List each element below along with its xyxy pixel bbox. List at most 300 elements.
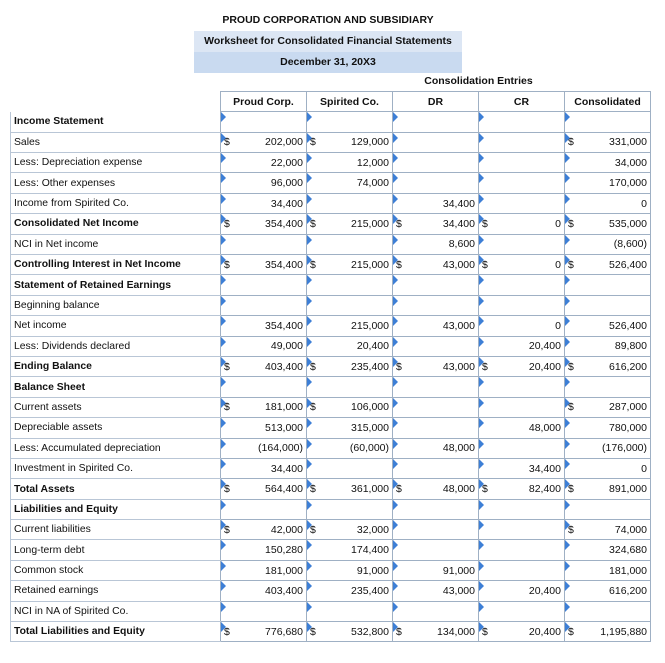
consolidated-amount-cell[interactable]: 170,000 bbox=[581, 173, 651, 193]
consolidated-amount-cell[interactable]: 89,800 bbox=[581, 336, 651, 356]
proud-currency[interactable] bbox=[221, 499, 237, 519]
spirited-currency[interactable] bbox=[307, 316, 323, 336]
dr-amount-cell[interactable] bbox=[409, 540, 479, 560]
dr-amount-cell[interactable] bbox=[409, 132, 479, 152]
spirited-amount-cell[interactable]: 106,000 bbox=[323, 397, 393, 417]
consolidated-currency[interactable] bbox=[565, 622, 581, 642]
cr-currency[interactable] bbox=[479, 479, 495, 499]
consolidated-currency[interactable] bbox=[565, 153, 581, 173]
consolidated-amount-cell[interactable]: 34,000 bbox=[581, 153, 651, 173]
dr-currency[interactable] bbox=[393, 499, 409, 519]
dr-currency[interactable] bbox=[393, 234, 409, 254]
proud-currency[interactable] bbox=[221, 132, 237, 152]
dr-currency[interactable] bbox=[393, 295, 409, 315]
spirited-amount-cell[interactable] bbox=[323, 377, 393, 397]
cell-marker-icon bbox=[307, 337, 312, 347]
proud-currency[interactable] bbox=[221, 540, 237, 560]
dr-amount-cell[interactable] bbox=[409, 112, 479, 132]
proud-currency[interactable] bbox=[221, 438, 237, 458]
consolidated-amount-cell[interactable]: 526,400 bbox=[581, 255, 651, 275]
proud-currency[interactable] bbox=[221, 560, 237, 580]
cr-amount-cell[interactable]: 0 bbox=[495, 255, 565, 275]
dr-currency[interactable] bbox=[393, 479, 409, 499]
cr-currency[interactable] bbox=[479, 581, 495, 601]
consolidated-amount-cell[interactable]: 891,000 bbox=[581, 479, 651, 499]
consolidated-currency[interactable] bbox=[565, 193, 581, 213]
cr-amount-cell[interactable] bbox=[495, 173, 565, 193]
cell-marker-icon bbox=[565, 500, 570, 510]
cr-currency[interactable] bbox=[479, 520, 495, 540]
dr-currency[interactable] bbox=[393, 458, 409, 478]
currency-symbol: $ bbox=[482, 217, 488, 230]
dr-currency[interactable] bbox=[393, 112, 409, 132]
dr-amount-cell[interactable]: 43,000 bbox=[409, 255, 479, 275]
cell-marker-icon bbox=[565, 194, 570, 204]
spirited-amount-cell[interactable] bbox=[323, 275, 393, 295]
spirited-currency[interactable] bbox=[307, 173, 323, 193]
cr-currency[interactable] bbox=[479, 275, 495, 295]
proud-currency[interactable] bbox=[221, 397, 237, 417]
dr-amount-cell[interactable] bbox=[409, 377, 479, 397]
proud-currency[interactable] bbox=[221, 173, 237, 193]
cr-amount-cell[interactable] bbox=[495, 132, 565, 152]
spirited-amount-cell[interactable] bbox=[323, 295, 393, 315]
cell-marker-icon bbox=[307, 561, 312, 571]
proud-amount-cell[interactable] bbox=[237, 499, 307, 519]
spirited-currency[interactable] bbox=[307, 336, 323, 356]
consolidated-currency[interactable] bbox=[565, 234, 581, 254]
spirited-currency[interactable] bbox=[307, 520, 323, 540]
proud-currency[interactable] bbox=[221, 622, 237, 642]
proud-currency[interactable] bbox=[221, 601, 237, 621]
consolidated-amount-cell[interactable]: 0 bbox=[581, 458, 651, 478]
consolidated-amount-cell[interactable]: 287,000 bbox=[581, 397, 651, 417]
spirited-amount-cell[interactable]: 215,000 bbox=[323, 214, 393, 234]
spirited-amount-cell[interactable]: 215,000 bbox=[323, 255, 393, 275]
consolidated-amount-cell[interactable]: 1,195,880 bbox=[581, 622, 651, 642]
currency-symbol: $ bbox=[224, 523, 230, 536]
dr-amount-cell[interactable]: 48,000 bbox=[409, 479, 479, 499]
spirited-amount-cell[interactable]: 129,000 bbox=[323, 132, 393, 152]
spirited-amount-cell[interactable]: 91,000 bbox=[323, 560, 393, 580]
cr-currency[interactable] bbox=[479, 255, 495, 275]
spirited-currency[interactable] bbox=[307, 193, 323, 213]
cr-currency[interactable] bbox=[479, 153, 495, 173]
dr-amount-cell[interactable] bbox=[409, 418, 479, 438]
cell-marker-icon bbox=[307, 235, 312, 245]
dr-amount-cell[interactable]: 43,000 bbox=[409, 581, 479, 601]
proud-amount-cell[interactable]: 34,400 bbox=[237, 458, 307, 478]
proud-amount-cell[interactable]: 181,000 bbox=[237, 397, 307, 417]
consolidated-amount-cell[interactable]: 780,000 bbox=[581, 418, 651, 438]
consolidated-currency[interactable] bbox=[565, 132, 581, 152]
proud-currency[interactable] bbox=[221, 153, 237, 173]
cell-marker-icon bbox=[221, 602, 226, 612]
proud-amount-cell[interactable]: 403,400 bbox=[237, 356, 307, 376]
consolidated-amount-cell[interactable]: 74,000 bbox=[581, 520, 651, 540]
spirited-currency[interactable] bbox=[307, 581, 323, 601]
proud-amount-cell[interactable]: 354,400 bbox=[237, 316, 307, 336]
consolidated-currency[interactable] bbox=[565, 479, 581, 499]
dr-amount-cell[interactable]: 43,000 bbox=[409, 356, 479, 376]
cr-amount-cell[interactable] bbox=[495, 275, 565, 295]
cr-amount-cell[interactable] bbox=[495, 560, 565, 580]
proud-currency[interactable] bbox=[221, 377, 237, 397]
currency-symbol: $ bbox=[224, 258, 230, 271]
consolidated-currency[interactable] bbox=[565, 295, 581, 315]
consolidated-currency[interactable] bbox=[565, 214, 581, 234]
consolidated-currency[interactable] bbox=[565, 458, 581, 478]
cr-amount-cell[interactable]: 48,000 bbox=[495, 418, 565, 438]
dr-amount-cell[interactable]: 91,000 bbox=[409, 560, 479, 580]
row-label: NCI in Net income bbox=[11, 234, 221, 254]
currency-symbol: $ bbox=[310, 625, 316, 638]
cr-amount-cell[interactable] bbox=[495, 540, 565, 560]
cr-amount-cell[interactable]: 20,400 bbox=[495, 356, 565, 376]
cr-currency[interactable] bbox=[479, 601, 495, 621]
dr-currency[interactable] bbox=[393, 397, 409, 417]
cr-amount-cell[interactable] bbox=[495, 438, 565, 458]
cr-amount-cell[interactable] bbox=[495, 601, 565, 621]
dr-currency[interactable] bbox=[393, 214, 409, 234]
cell-marker-icon bbox=[221, 500, 226, 510]
proud-currency[interactable] bbox=[221, 356, 237, 376]
consolidated-currency[interactable] bbox=[565, 499, 581, 519]
spirited-amount-cell[interactable]: 12,000 bbox=[323, 153, 393, 173]
cr-currency[interactable] bbox=[479, 112, 495, 132]
proud-currency[interactable] bbox=[221, 193, 237, 213]
proud-currency[interactable] bbox=[221, 112, 237, 132]
row-label: Common stock bbox=[11, 560, 221, 580]
cr-amount-cell[interactable]: 0 bbox=[495, 214, 565, 234]
cr-currency[interactable] bbox=[479, 438, 495, 458]
cr-amount-cell[interactable] bbox=[495, 153, 565, 173]
spirited-amount-cell[interactable]: 74,000 bbox=[323, 173, 393, 193]
cr-amount-cell[interactable] bbox=[495, 234, 565, 254]
proud-currency[interactable] bbox=[221, 275, 237, 295]
proud-amount-cell[interactable] bbox=[237, 112, 307, 132]
consolidated-currency[interactable] bbox=[565, 520, 581, 540]
spirited-currency[interactable] bbox=[307, 255, 323, 275]
row-label: Controlling Interest in Net Income bbox=[11, 255, 221, 275]
proud-currency[interactable] bbox=[221, 316, 237, 336]
spirited-amount-cell[interactable]: 174,400 bbox=[323, 540, 393, 560]
cr-currency[interactable] bbox=[479, 336, 495, 356]
dr-amount-cell[interactable]: 8,600 bbox=[409, 234, 479, 254]
dr-amount-cell[interactable] bbox=[409, 458, 479, 478]
dr-amount-cell[interactable]: 34,400 bbox=[409, 193, 479, 213]
proud-amount-cell[interactable] bbox=[237, 295, 307, 315]
spirited-amount-cell[interactable] bbox=[323, 601, 393, 621]
spirited-currency[interactable] bbox=[307, 153, 323, 173]
spirited-amount-cell[interactable] bbox=[323, 112, 393, 132]
cr-currency[interactable] bbox=[479, 458, 495, 478]
proud-amount-cell[interactable] bbox=[237, 601, 307, 621]
consolidated-amount-cell[interactable]: 535,000 bbox=[581, 214, 651, 234]
consolidated-amount-cell[interactable] bbox=[581, 295, 651, 315]
consolidated-amount-cell[interactable]: (176,000) bbox=[581, 438, 651, 458]
spirited-currency[interactable] bbox=[307, 214, 323, 234]
proud-currency[interactable] bbox=[221, 418, 237, 438]
proud-amount-cell[interactable]: 22,000 bbox=[237, 153, 307, 173]
proud-amount-cell[interactable]: 181,000 bbox=[237, 560, 307, 580]
spirited-currency[interactable] bbox=[307, 499, 323, 519]
dr-currency[interactable] bbox=[393, 153, 409, 173]
consolidated-amount-cell[interactable]: 331,000 bbox=[581, 132, 651, 152]
cr-amount-cell[interactable]: 20,400 bbox=[495, 622, 565, 642]
row-label: Income from Spirited Co. bbox=[11, 193, 221, 213]
proud-currency[interactable] bbox=[221, 234, 237, 254]
cr-currency[interactable] bbox=[479, 193, 495, 213]
consolidated-amount-cell[interactable] bbox=[581, 499, 651, 519]
cell-marker-icon bbox=[479, 214, 484, 224]
dr-currency[interactable] bbox=[393, 560, 409, 580]
dr-currency[interactable] bbox=[393, 255, 409, 275]
cr-currency[interactable] bbox=[479, 540, 495, 560]
currency-symbol: $ bbox=[396, 258, 402, 271]
dr-amount-cell[interactable]: 43,000 bbox=[409, 316, 479, 336]
worksheet-date: December 31, 20X3 bbox=[194, 52, 462, 73]
proud-amount-cell[interactable] bbox=[237, 234, 307, 254]
cell-marker-icon bbox=[393, 194, 398, 204]
spirited-amount-cell[interactable]: 315,000 bbox=[323, 418, 393, 438]
cell-marker-icon bbox=[307, 214, 312, 224]
dr-amount-cell[interactable]: 134,000 bbox=[409, 622, 479, 642]
cell-marker-icon bbox=[221, 357, 226, 367]
cr-currency[interactable] bbox=[479, 316, 495, 336]
spirited-currency[interactable] bbox=[307, 418, 323, 438]
spirited-amount-cell[interactable] bbox=[323, 193, 393, 213]
proud-amount-cell[interactable]: 513,000 bbox=[237, 418, 307, 438]
dr-amount-cell[interactable]: 34,400 bbox=[409, 214, 479, 234]
cr-amount-cell[interactable] bbox=[495, 397, 565, 417]
consolidated-currency[interactable] bbox=[565, 316, 581, 336]
cell-marker-icon bbox=[393, 622, 398, 632]
consolidated-currency[interactable] bbox=[565, 560, 581, 580]
cell-marker-icon bbox=[479, 500, 484, 510]
dr-amount-cell[interactable] bbox=[409, 520, 479, 540]
dr-currency[interactable] bbox=[393, 377, 409, 397]
dr-currency[interactable] bbox=[393, 173, 409, 193]
cell-marker-icon bbox=[393, 255, 398, 265]
cr-amount-cell[interactable] bbox=[495, 377, 565, 397]
dr-amount-cell[interactable] bbox=[409, 601, 479, 621]
dr-currency[interactable] bbox=[393, 316, 409, 336]
dr-currency[interactable] bbox=[393, 622, 409, 642]
proud-amount-cell[interactable]: 403,400 bbox=[237, 581, 307, 601]
consolidated-currency[interactable] bbox=[565, 356, 581, 376]
cr-currency[interactable] bbox=[479, 214, 495, 234]
spirited-amount-cell[interactable]: 235,400 bbox=[323, 581, 393, 601]
spirited-currency[interactable] bbox=[307, 438, 323, 458]
dr-amount-cell[interactable] bbox=[409, 173, 479, 193]
proud-currency[interactable] bbox=[221, 581, 237, 601]
consolidated-amount-cell[interactable] bbox=[581, 275, 651, 295]
dr-amount-cell[interactable] bbox=[409, 499, 479, 519]
cr-amount-cell[interactable] bbox=[495, 295, 565, 315]
dr-amount-cell[interactable] bbox=[409, 275, 479, 295]
consolidated-amount-cell[interactable]: 181,000 bbox=[581, 560, 651, 580]
consolidated-amount-cell[interactable] bbox=[581, 112, 651, 132]
consolidated-amount-cell[interactable]: 616,200 bbox=[581, 581, 651, 601]
consolidated-amount-cell[interactable]: 526,400 bbox=[581, 316, 651, 336]
spirited-amount-cell[interactable]: 361,000 bbox=[323, 479, 393, 499]
proud-currency[interactable] bbox=[221, 255, 237, 275]
cell-marker-icon bbox=[393, 398, 398, 408]
consolidated-amount-cell[interactable] bbox=[581, 377, 651, 397]
dr-currency[interactable] bbox=[393, 193, 409, 213]
table-row bbox=[11, 601, 651, 621]
proud-amount-cell[interactable]: 354,400 bbox=[237, 255, 307, 275]
cell-marker-icon bbox=[479, 622, 484, 632]
dr-currency[interactable] bbox=[393, 438, 409, 458]
consolidated-currency[interactable] bbox=[565, 601, 581, 621]
cr-currency[interactable] bbox=[479, 173, 495, 193]
spirited-currency[interactable] bbox=[307, 540, 323, 560]
spirited-amount-cell[interactable]: 32,000 bbox=[323, 520, 393, 540]
spirited-amount-cell[interactable]: 215,000 bbox=[323, 316, 393, 336]
cr-amount-cell[interactable]: 82,400 bbox=[495, 479, 565, 499]
cr-currency[interactable] bbox=[479, 622, 495, 642]
cell-marker-icon bbox=[307, 581, 312, 591]
proud-amount-cell[interactable] bbox=[237, 377, 307, 397]
proud-currency[interactable] bbox=[221, 214, 237, 234]
consolidated-amount-cell[interactable]: 616,200 bbox=[581, 356, 651, 376]
consolidated-currency[interactable] bbox=[565, 438, 581, 458]
consolidated-currency[interactable] bbox=[565, 418, 581, 438]
proud-amount-cell[interactable]: 49,000 bbox=[237, 336, 307, 356]
cr-amount-cell[interactable] bbox=[495, 112, 565, 132]
table-row bbox=[11, 356, 651, 376]
spirited-currency[interactable] bbox=[307, 479, 323, 499]
cell-marker-icon bbox=[221, 133, 226, 143]
dr-amount-cell[interactable] bbox=[409, 153, 479, 173]
dr-currency[interactable] bbox=[393, 132, 409, 152]
row-label: Consolidated Net Income bbox=[11, 214, 221, 234]
consolidated-currency[interactable] bbox=[565, 255, 581, 275]
spirited-amount-cell[interactable]: 235,400 bbox=[323, 356, 393, 376]
proud-currency[interactable] bbox=[221, 479, 237, 499]
cr-amount-cell[interactable] bbox=[495, 193, 565, 213]
spirited-currency[interactable] bbox=[307, 622, 323, 642]
spirited-currency[interactable] bbox=[307, 234, 323, 254]
proud-currency[interactable] bbox=[221, 336, 237, 356]
table-row bbox=[11, 336, 651, 356]
spirited-amount-cell[interactable] bbox=[323, 458, 393, 478]
dr-currency[interactable] bbox=[393, 540, 409, 560]
cr-amount-cell[interactable]: 0 bbox=[495, 316, 565, 336]
consolidated-currency[interactable] bbox=[565, 581, 581, 601]
spirited-currency[interactable] bbox=[307, 132, 323, 152]
cr-currency[interactable] bbox=[479, 377, 495, 397]
consolidated-currency[interactable] bbox=[565, 540, 581, 560]
cr-currency[interactable] bbox=[479, 418, 495, 438]
proud-amount-cell[interactable]: 564,400 bbox=[237, 479, 307, 499]
cr-currency[interactable] bbox=[479, 234, 495, 254]
dr-currency[interactable] bbox=[393, 581, 409, 601]
consolidated-currency[interactable] bbox=[565, 397, 581, 417]
cr-amount-cell[interactable]: 34,400 bbox=[495, 458, 565, 478]
spirited-currency[interactable] bbox=[307, 112, 323, 132]
proud-amount-cell[interactable] bbox=[237, 275, 307, 295]
dr-currency[interactable] bbox=[393, 520, 409, 540]
proud-amount-cell[interactable]: 42,000 bbox=[237, 520, 307, 540]
cr-currency[interactable] bbox=[479, 295, 495, 315]
spirited-currency[interactable] bbox=[307, 458, 323, 478]
proud-amount-cell[interactable]: 96,000 bbox=[237, 173, 307, 193]
consolidated-currency[interactable] bbox=[565, 275, 581, 295]
spirited-currency[interactable] bbox=[307, 601, 323, 621]
dr-amount-cell[interactable] bbox=[409, 295, 479, 315]
consolidated-amount-cell[interactable]: 0 bbox=[581, 193, 651, 213]
consolidated-currency[interactable] bbox=[565, 173, 581, 193]
spirited-currency[interactable] bbox=[307, 356, 323, 376]
cr-currency[interactable] bbox=[479, 132, 495, 152]
spirited-amount-cell[interactable] bbox=[323, 234, 393, 254]
spirited-currency[interactable] bbox=[307, 377, 323, 397]
cell-marker-icon bbox=[479, 296, 484, 306]
dr-currency[interactable] bbox=[393, 336, 409, 356]
consolidated-amount-cell[interactable] bbox=[581, 601, 651, 621]
proud-amount-cell[interactable]: (164,000) bbox=[237, 438, 307, 458]
spirited-currency[interactable] bbox=[307, 560, 323, 580]
proud-amount-cell[interactable]: 354,400 bbox=[237, 214, 307, 234]
cr-amount-cell[interactable] bbox=[495, 520, 565, 540]
spirited-amount-cell[interactable] bbox=[323, 499, 393, 519]
proud-amount-cell[interactable]: 34,400 bbox=[237, 193, 307, 213]
cell-marker-icon bbox=[221, 439, 226, 449]
spirited-currency[interactable] bbox=[307, 397, 323, 417]
cr-currency[interactable] bbox=[479, 560, 495, 580]
dr-currency[interactable] bbox=[393, 275, 409, 295]
dr-currency[interactable] bbox=[393, 601, 409, 621]
cr-amount-cell[interactable]: 20,400 bbox=[495, 581, 565, 601]
consolidated-currency[interactable] bbox=[565, 336, 581, 356]
proud-currency[interactable] bbox=[221, 458, 237, 478]
cr-currency[interactable] bbox=[479, 397, 495, 417]
dr-currency[interactable] bbox=[393, 418, 409, 438]
cell-marker-icon bbox=[565, 153, 570, 163]
cr-currency[interactable] bbox=[479, 499, 495, 519]
proud-currency[interactable] bbox=[221, 295, 237, 315]
col-consolidated-header: Consolidated bbox=[565, 91, 651, 111]
table-row bbox=[11, 214, 651, 234]
spirited-currency[interactable] bbox=[307, 295, 323, 315]
spirited-currency[interactable] bbox=[307, 275, 323, 295]
currency-symbol: $ bbox=[482, 483, 488, 495]
currency-symbol: $ bbox=[224, 483, 230, 495]
proud-amount-cell[interactable]: 202,000 bbox=[237, 132, 307, 152]
dr-currency[interactable] bbox=[393, 356, 409, 376]
consolidated-amount-cell[interactable]: (8,600) bbox=[581, 234, 651, 254]
spirited-amount-cell[interactable]: (60,000) bbox=[323, 438, 393, 458]
dr-amount-cell[interactable] bbox=[409, 336, 479, 356]
dr-amount-cell[interactable]: 48,000 bbox=[409, 438, 479, 458]
proud-amount-cell[interactable]: 150,280 bbox=[237, 540, 307, 560]
consolidated-amount-cell[interactable]: 324,680 bbox=[581, 540, 651, 560]
cell-marker-icon bbox=[479, 275, 484, 285]
proud-amount-cell[interactable]: 776,680 bbox=[237, 622, 307, 642]
cr-amount-cell[interactable]: 20,400 bbox=[495, 336, 565, 356]
consolidated-currency[interactable] bbox=[565, 377, 581, 397]
proud-currency[interactable] bbox=[221, 520, 237, 540]
spirited-amount-cell[interactable]: 532,800 bbox=[323, 622, 393, 642]
cr-currency[interactable] bbox=[479, 356, 495, 376]
consolidated-currency[interactable] bbox=[565, 112, 581, 132]
dr-amount-cell[interactable] bbox=[409, 397, 479, 417]
cr-amount-cell[interactable] bbox=[495, 499, 565, 519]
spirited-amount-cell[interactable]: 20,400 bbox=[323, 336, 393, 356]
